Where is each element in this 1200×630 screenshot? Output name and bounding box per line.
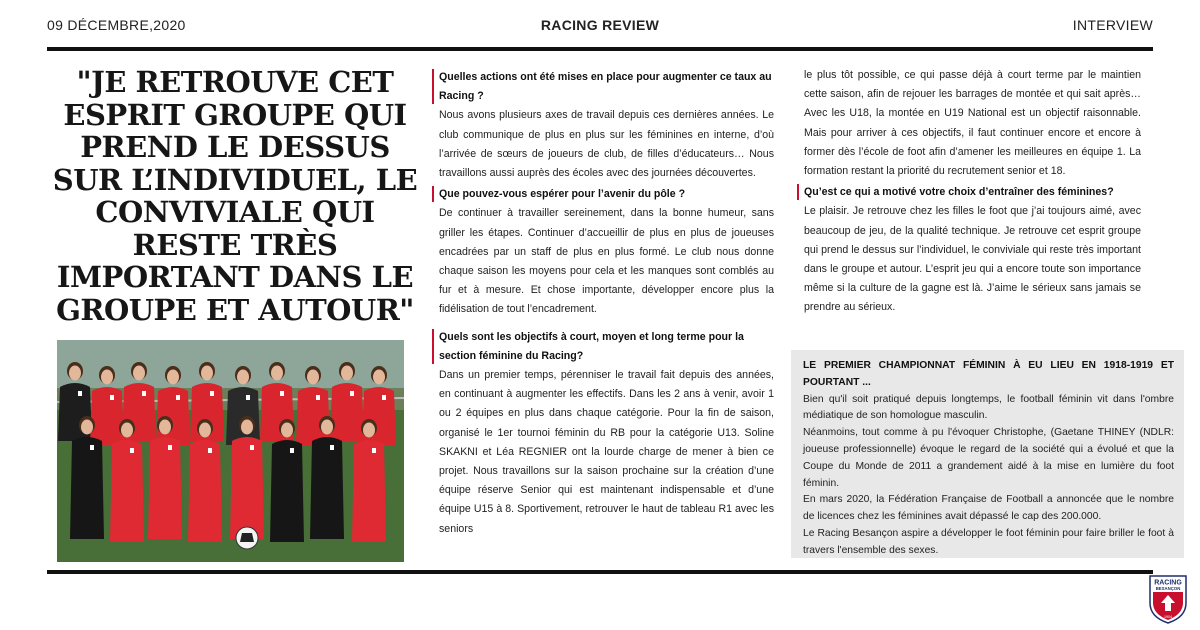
- logo-text-bottom: BESANÇON: [1155, 586, 1181, 591]
- pull-quote: "JE RETROUVE CET ESPRIT GROUPE QUI PREND LE DESSUS SUR L’INDIVIDUEL, LE CONVIVIALE QUI RESTE TRÈS IMPORTANT DANS LE GROUPE ET AUTOUR": [52, 65, 418, 327]
- interview-question-2: Que pouvez-vous espérer pour l’avenir du pôle ?: [432, 185, 774, 204]
- interview-answer-3: Dans un premier temps, pérenniser le travail fait depuis des années, en continuant à augmenter les effectifs. Dans les 2 ans à venir, avoir 1 ou 2 équipes en plus dans chaque catégorie. Pour la fin de saison, organisé le 1er tournoi féminin du RB pour la catégorie U13. Soline SKAKNI et Léa REGNIER ont la lourde charge de mener à bien ce projet. Nous travaillons sur la saison prochaine sur la création d’une équipe réserve Senior qui est maintenant indispensable et d’une équipe U15 à 8. Sportivement, retrouver le haut de tableau R1 avec les seniors: [439, 369, 774, 535]
- publication-title: RACING REVIEW: [540, 17, 660, 33]
- bottom-rule: [47, 570, 1153, 574]
- top-rule: [47, 47, 1153, 51]
- fact-box-paragraph: Bien qu'il soit pratiqué depuis longtemps, le football féminin vit dans l'ombre médiatique de son homologue masculin.: [803, 393, 1174, 422]
- interview-question-1: Quelles actions ont été mises en place pour augmenter ce taux au Racing ?: [432, 68, 774, 106]
- interview-answer-1: Nous avons plusieurs axes de travail depuis ces dernières années. Le club communique de plus en plus sur les féminines en interne, d’où l’arrivée de sœurs de joueurs de club, de filles d’éducateurs… Nous travaillons aussi auprès des écoles avec des journées découvertes.: [439, 109, 774, 180]
- interview-question-3: Quels sont les objectifs à court, moyen et long terme pour la section féminine du Racing?: [432, 328, 774, 366]
- team-photo-icon: [57, 340, 404, 562]
- fact-box-title: LE PREMIER CHAMPIONNAT FÉMININ À EU LIEU EN 1918-1919 ET POURTANT ...: [803, 360, 1174, 388]
- interview-column-2: [797, 66, 1141, 319]
- club-crest-icon: [1147, 573, 1189, 625]
- interview-column-1: [432, 66, 774, 540]
- interview-answer-2: De continuer à travailler sereinement, dans la bonne humeur, sans griller les étapes. Continuer d’accueillir de plus en plus de joueuses encadrées par un staff de plus en plus formé. Le club nous donne chaque saison les moyens pour cela et les manques sont comblés au fur et à mesure. Et chose importante, développer encore plus la fidélisation de tout l’encadrement.: [439, 207, 774, 316]
- issue-date: 09 DÉCEMBRE,2020: [47, 17, 186, 33]
- fact-box-paragraph: Néanmoins, tout comme à pu l'évoquer Christophe, (Gaetane THINEY (NDLR: joueuse professionnelle) évoque le regard de la société qui a évolué et que la Coupe du Monde de 2011 a grandement aidé à la mise en lumière du foot féminin.: [803, 427, 1174, 489]
- section-label: INTERVIEW: [1072, 17, 1153, 33]
- logo-year: 1904: [1164, 615, 1172, 619]
- fact-box-paragraph: En mars 2020, la Fédération Française de Football a annoncée que le nombre de licences chez les féminines avait dépassé le cap des 200.000.: [803, 494, 1174, 523]
- team-photo: [57, 340, 404, 562]
- fact-box-paragraph: Le Racing Besançon aspire a développer le foot féminin pour faire briller le foot à travers l'ensemble des sexes.: [803, 527, 1174, 556]
- logo-text-top: RACING: [1154, 579, 1182, 587]
- interview-answer-4: Le plaisir. Je retrouve chez les filles le foot que j’ai toujours aimé, avec beaucoup de jeu, de la qualité technique. Je retrouve cet esprit groupe qui prend le dessus sur l’individuel, le conviviale qui reste très important dans le groupe et autour. L’esprit jeu qui a encore toute son importance même si la culture de la gagne est là. J’aime le sérieux sans jamais se prendre au sérieux.: [804, 205, 1141, 314]
- club-logo: [1147, 573, 1189, 625]
- interview-question-4: Qu’est ce qui a motivé votre choix d’entraîner des féminines?: [797, 183, 1141, 202]
- fact-box: [791, 350, 1184, 558]
- interview-answer-3-continued: le plus tôt possible, ce qui passe déjà à court terme par le maintien cette saison, afin de rejouer les barrages de montée et qui sait après… Avec les U18, la montée en U19 National est un objectif raisonnable. Mais pour arriver à ces objectifs, il faut continuer encore et encore à former dès l’école de foot afin d’amener les meilleures en équipe 1. La formation restant la priorité du recrutement senior et 18.: [804, 69, 1141, 178]
